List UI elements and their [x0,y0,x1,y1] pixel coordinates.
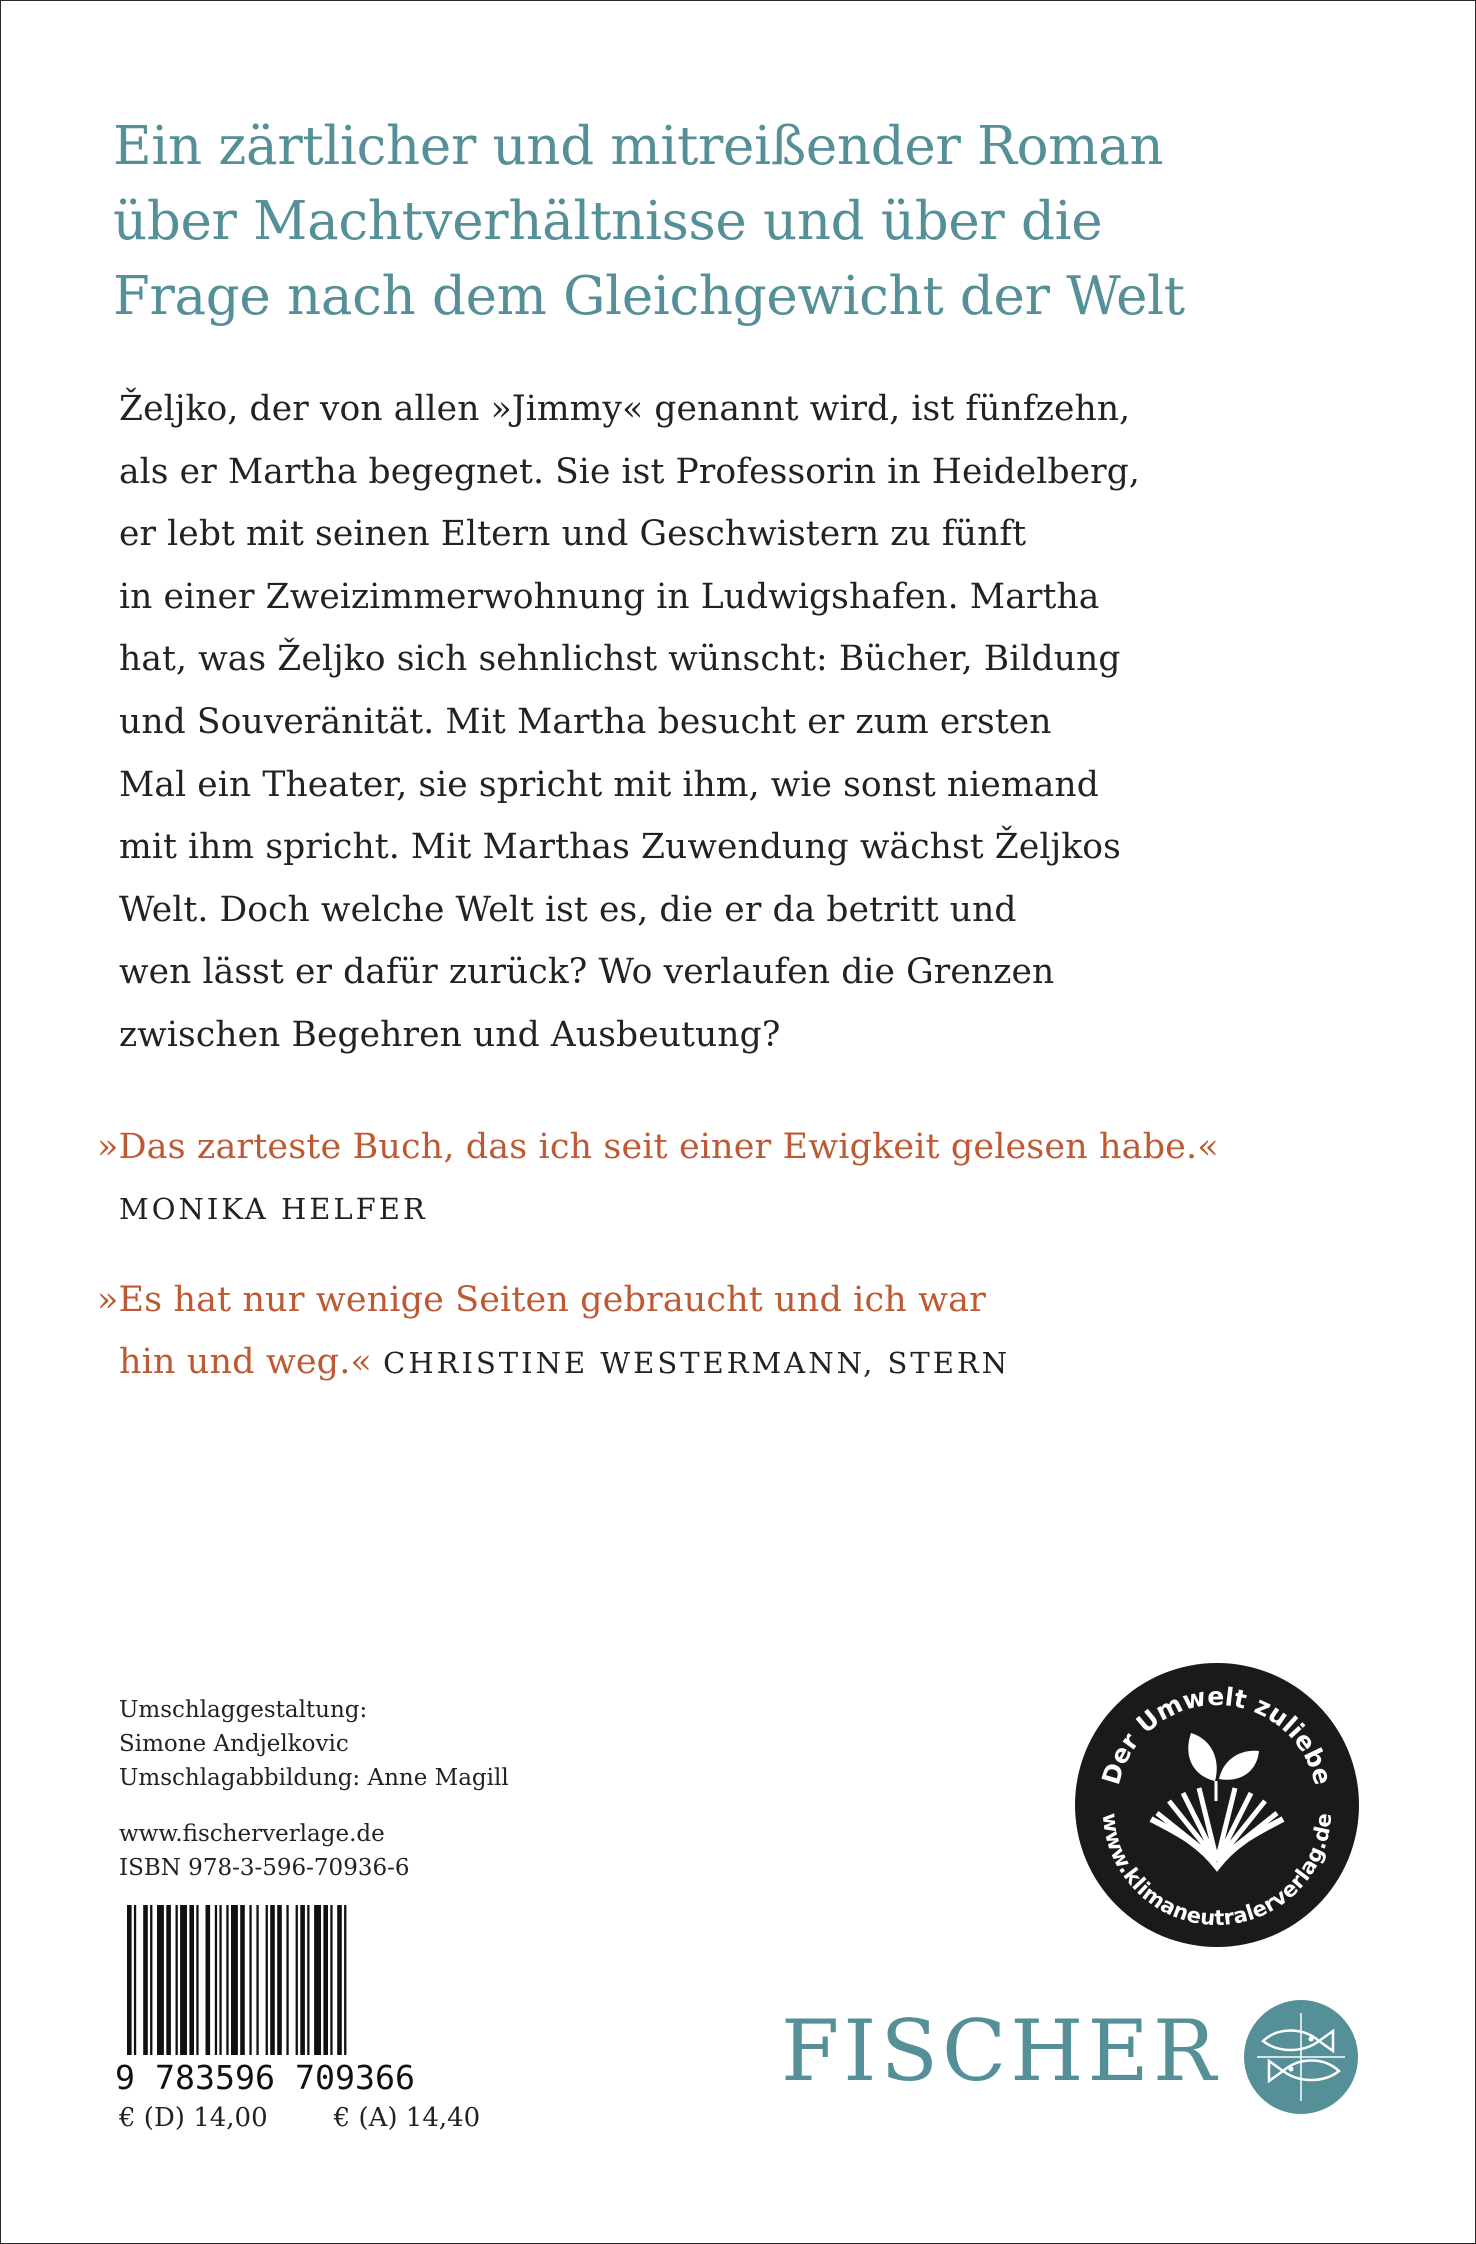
barcode-bar [157,1905,164,2055]
headline-line: Ein zärtlicher und mitreißender Roman [113,116,1164,177]
barcode-bar [270,1905,275,2055]
quote-text-line2 [97,1331,1377,1394]
fischer-fish-icon [1243,1999,1359,2115]
blurb-line: er lebt mit seinen Eltern und Geschwistern zu fünft [119,514,1027,555]
barcode-bar [150,1905,152,2055]
cover-image-credit: Umschlagabbildung: Anne Magill [119,1765,509,1791]
blurb-line: als er Martha begegnet. Sie ist Professorin in Heidelberg, [119,451,1140,492]
credits [119,1693,679,1885]
barcode-bar [240,1905,245,2055]
isbn: ISBN 978-3-596-70936-6 [119,1855,410,1881]
headline [113,109,1353,334]
barcode-bar [249,1905,251,2055]
barcode-bar [166,1905,171,2055]
barcode-bar [206,1905,211,2055]
barcode-bar [307,1905,309,2055]
blurb-paragraph [119,378,1379,1067]
quote-text-end: hin und weg.« [119,1342,372,1382]
barcode-bar [277,1905,282,2055]
headline-line: über Machtverhältnisse und über die [113,191,1103,252]
spacer [119,1795,679,1817]
badge-bottom-text: www.klimaneutralerverlag.de [1097,1811,1337,1931]
barcode-bar [330,1905,332,2055]
barcode-bar [296,1905,298,2055]
price-germany: € (D) 14,00 [119,2103,268,2133]
quote-author: MONIKA HELFER [119,1192,428,1226]
barcode-bars [127,1905,346,2055]
headline-line: Frage nach dem Gleichgewicht der Welt [113,266,1185,327]
barcode-bar [219,1905,221,2055]
barcode-bar [134,1905,136,2055]
blurb-line: Željko, der von allen »Jimmy« genannt wird, ist fünfzehn, [119,389,1131,429]
blurb-line: in einer Zweizimmerwohnung in Ludwigshafen. Martha [119,576,1100,617]
cover-design-label: Umschlaggestaltung: [119,1697,368,1723]
barcode-bar [344,1905,346,2055]
blurb-line: zwischen Begehren und Ausbeutung? [119,1014,781,1055]
barcode-bar [231,1905,238,2055]
barcode-bar [215,1905,217,2055]
barcode-bar [143,1905,148,2055]
barcode-bar [226,1905,228,2055]
barcode-bar [323,1905,328,2055]
badge-top-text: Der Umwelt zuliebe [1096,1681,1338,1788]
barcode-bar [266,1905,268,2055]
climate-neutral-badge [1073,1661,1361,1949]
barcode-bar [180,1905,187,2055]
blurb-line: Welt. Doch welche Welt ist es, die er da betritt und [119,889,1017,930]
prices [119,2099,480,2137]
barcode-bar [189,1905,194,2055]
publisher-wordmark: FISCHER [781,2002,1221,2100]
blurb-line: hat, was Željko sich sehnlichst wünscht: Bücher, Bildung [119,639,1121,680]
barcode-bar [176,1905,178,2055]
quote-author: CHRISTINE WESTERMANN, STERN [383,1346,1011,1380]
website-url: www.fischerverlage.de [119,1821,385,1847]
barcode-bar [337,1905,342,2055]
cover-design-name: Simone Andjelkovic [119,1731,349,1757]
barcode-bar [127,1905,132,2055]
barcode-digits: 9 783596 709366 [115,2058,415,2095]
quote-text: »Das zarteste Buch, das ich seit einer Ewigkeit gelesen habe.« [97,1127,1219,1167]
barcode-bar [196,1905,198,2055]
quote-text: »Es hat nur wenige Seiten gebraucht und ich war [97,1280,986,1320]
blurb-line: und Souveränität. Mit Martha besucht er zum ersten [119,701,1052,742]
blurb-line: Mal ein Theater, sie spricht mit ihm, wie sonst niemand [119,764,1099,805]
barcode-bar [286,1905,288,2055]
review-quote [97,1116,1377,1240]
barcode-bar [300,1905,305,2055]
barcode-bar [314,1905,321,2055]
price-austria: € (A) 14,40 [333,2103,481,2133]
barcode-bar [256,1905,258,2055]
blurb-line: wen lässt er dafür zurück? Wo verlaufen die Grenzen [119,952,1055,993]
review-quote [97,1269,1377,1394]
blurb-line: mit ihm spricht. Mit Marthas Zuwendung wächst Željkos [119,827,1121,868]
barcode [113,1905,423,2095]
